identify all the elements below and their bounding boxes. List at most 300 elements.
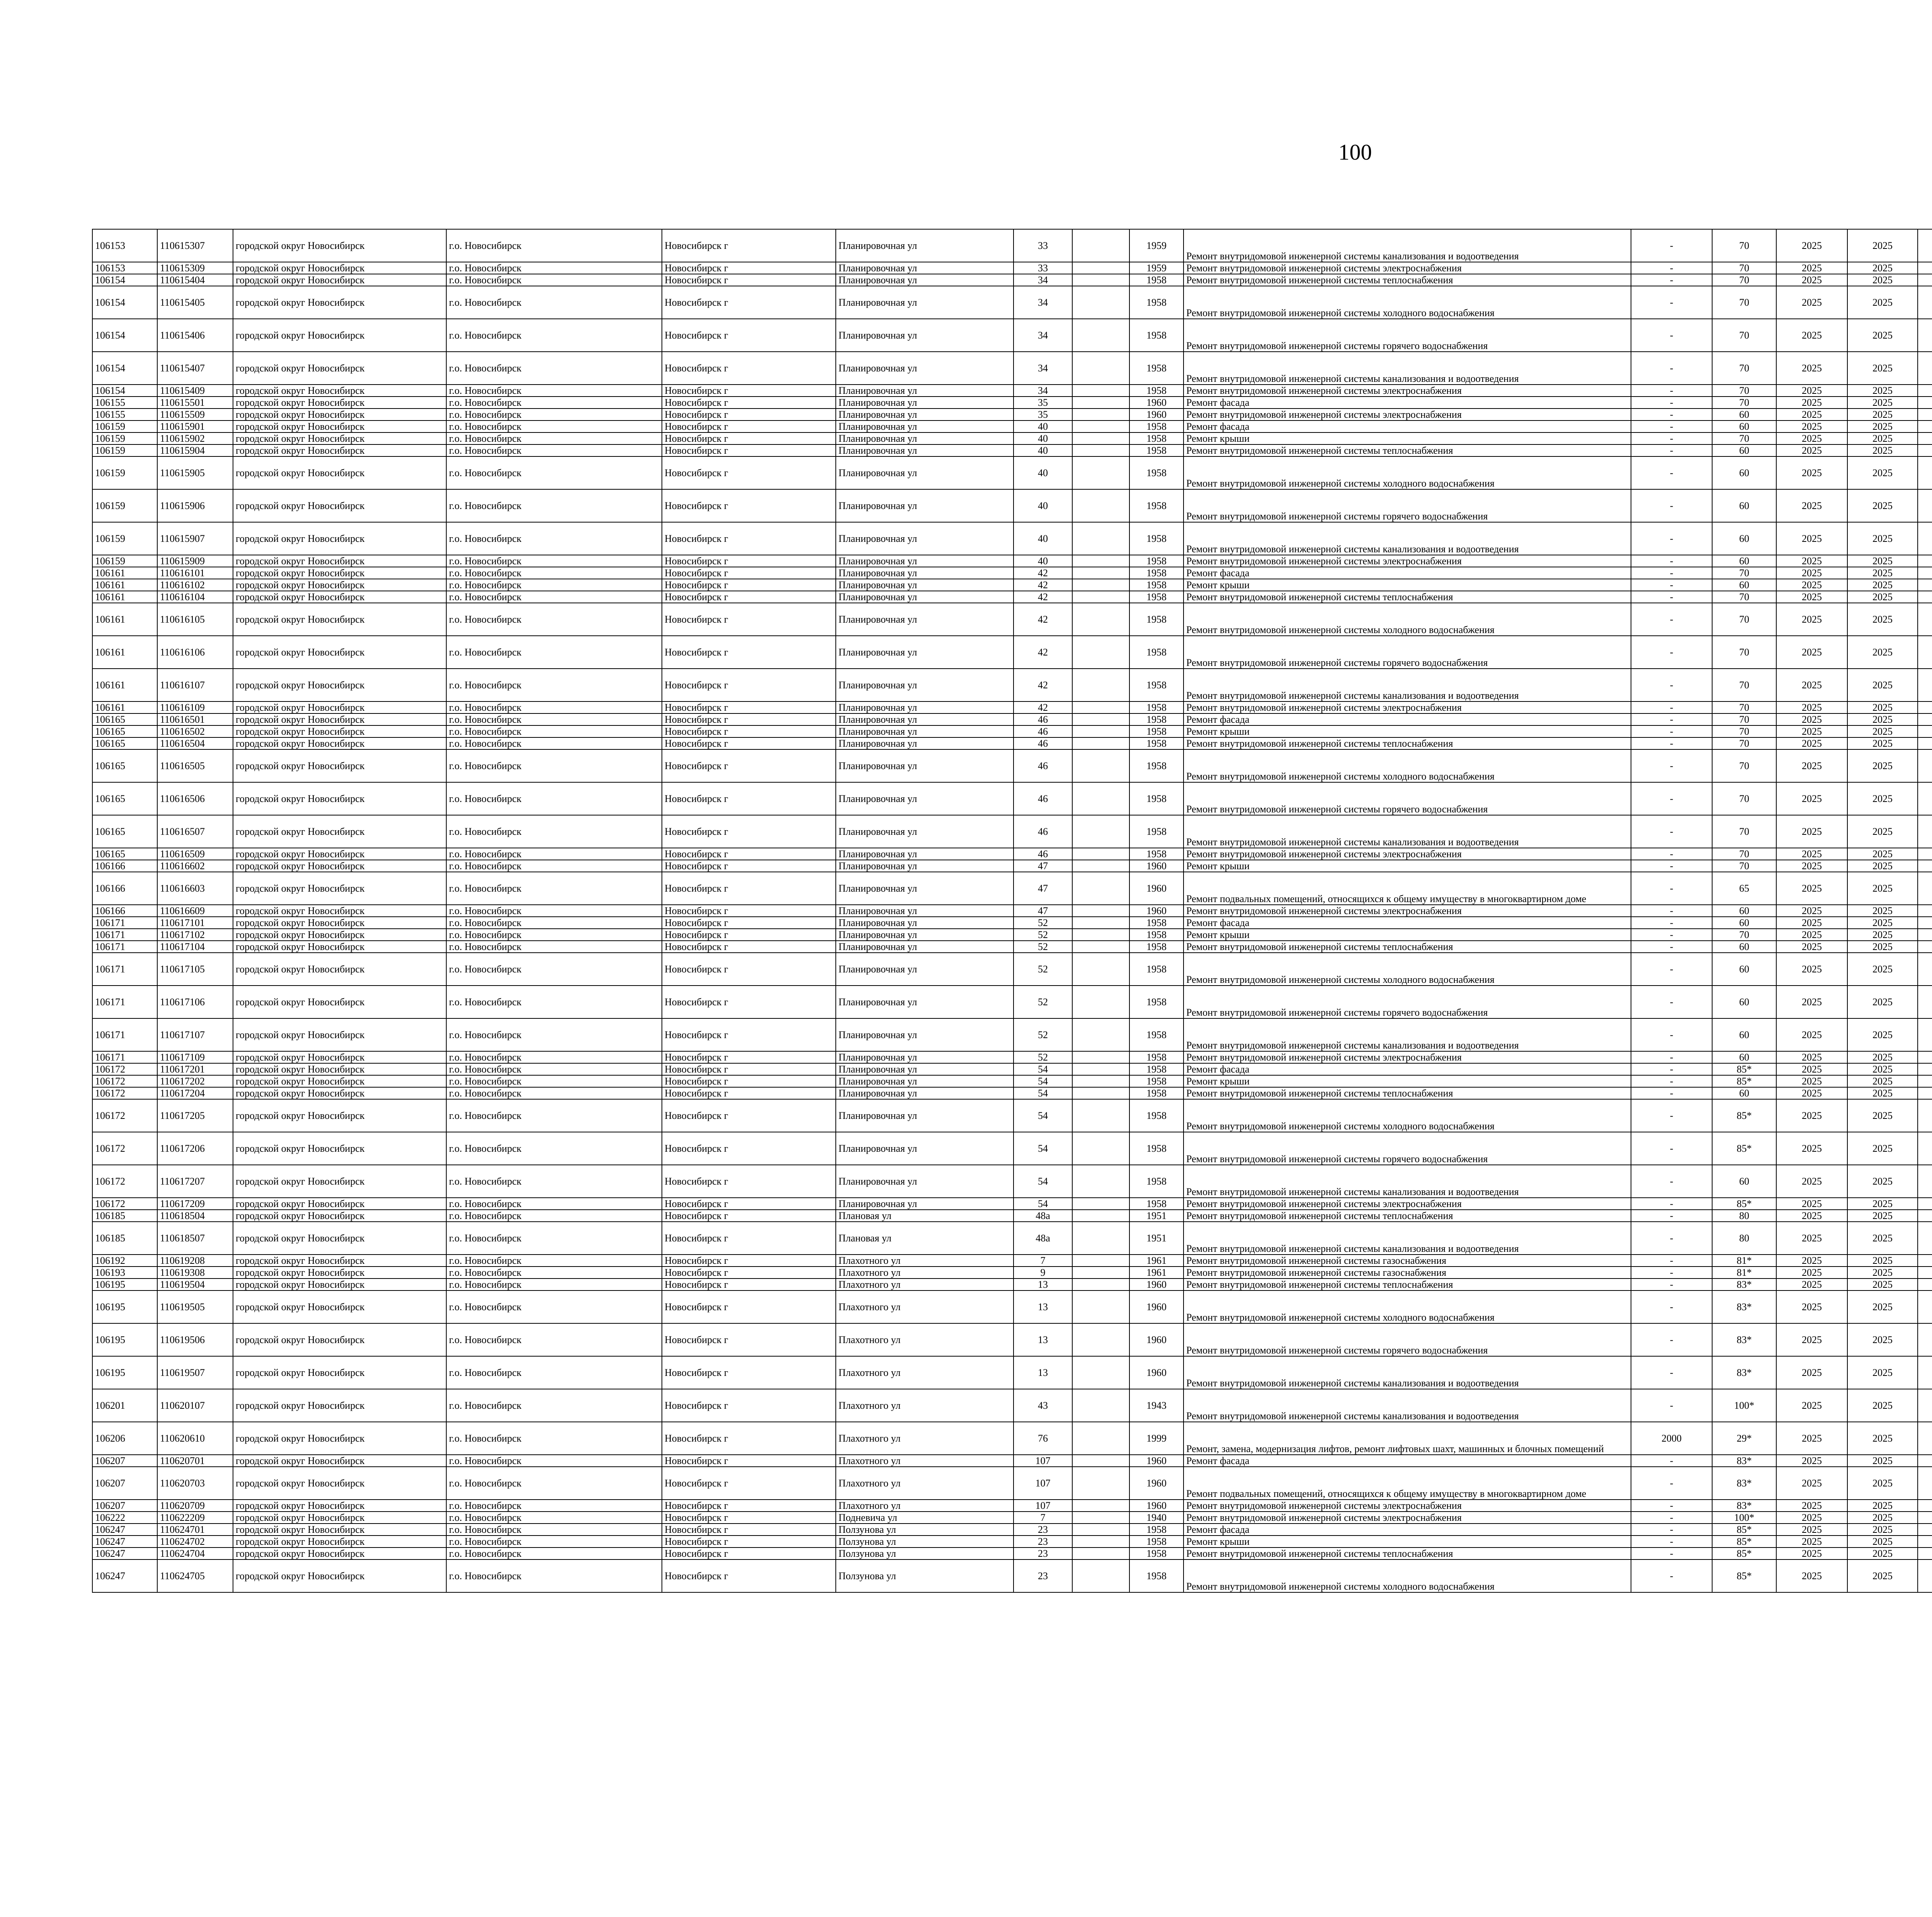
cell-house-number: 7 xyxy=(1014,1512,1072,1524)
cell-municipality: г.о. Новосибирск xyxy=(446,1222,662,1255)
cell-municipality: г.о. Новосибирск xyxy=(446,1210,662,1222)
cell-street: Планировочная ул xyxy=(836,1018,1014,1051)
cell-house-id: 106165 xyxy=(92,749,157,782)
cell-building xyxy=(1072,1018,1129,1051)
cell-wear: 83* xyxy=(1712,1356,1776,1389)
cell-cost-total xyxy=(1918,1467,1932,1500)
cell-settlement: Новосибирск г xyxy=(662,489,836,522)
cell-year-to: 2025 xyxy=(1847,713,1918,725)
cell-settlement: Новосибирск г xyxy=(662,1323,836,1356)
cell-wear: 60 xyxy=(1712,1018,1776,1051)
cell-house-number: 47 xyxy=(1014,905,1072,917)
table-row xyxy=(92,567,1932,579)
cell-work-code: 110615901 xyxy=(157,421,233,432)
cell-building xyxy=(1072,1536,1129,1548)
cell-cost-total xyxy=(1918,603,1932,636)
cell-building xyxy=(1072,986,1129,1018)
cell-extra: - xyxy=(1631,1548,1712,1559)
cell-cost-total xyxy=(1918,432,1932,444)
cell-extra: - xyxy=(1631,579,1712,591)
table-row xyxy=(92,1165,1932,1198)
cell-street: Планировочная ул xyxy=(836,421,1014,432)
cell-house-id: 106161 xyxy=(92,579,157,591)
cell-year-built: 1958 xyxy=(1129,385,1184,397)
cell-house-id: 106161 xyxy=(92,591,157,603)
cell-building xyxy=(1072,456,1129,489)
cell-work-type: Ремонт внутридомовой инженерной системы электроснабжения xyxy=(1184,1198,1631,1210)
cell-street: Планировочная ул xyxy=(836,860,1014,872)
cell-house-number: 34 xyxy=(1014,286,1072,319)
cell-year-to: 2025 xyxy=(1847,986,1918,1018)
cell-year-built: 1959 xyxy=(1129,262,1184,274)
cell-house-number: 40 xyxy=(1014,522,1072,555)
cell-municipality: г.о. Новосибирск xyxy=(446,385,662,397)
table-row xyxy=(92,725,1932,737)
cell-house-number: 52 xyxy=(1014,941,1072,953)
cell-work-type: Ремонт внутридомовой инженерной системы электроснабжения xyxy=(1184,409,1631,421)
cell-extra: - xyxy=(1631,872,1712,905)
cell-wear: 70 xyxy=(1712,669,1776,701)
cell-wear: 70 xyxy=(1712,567,1776,579)
table-row xyxy=(92,929,1932,941)
cell-year-to: 2025 xyxy=(1847,1323,1918,1356)
cell-extra: - xyxy=(1631,986,1712,1018)
cell-year-built: 1958 xyxy=(1129,1524,1184,1536)
cell-work-type: Ремонт внутридомовой инженерной системы холодного водоснабжения xyxy=(1184,456,1631,489)
cell-year-built: 1958 xyxy=(1129,986,1184,1018)
cell-cost-total xyxy=(1918,1255,1932,1267)
cell-settlement: Новосибирск г xyxy=(662,1512,836,1524)
table-row xyxy=(92,737,1932,749)
cell-settlement: Новосибирск г xyxy=(662,319,836,352)
cell-year-built: 1958 xyxy=(1129,1099,1184,1132)
cell-work-code: 110619308 xyxy=(157,1267,233,1279)
cell-street: Планировочная ул xyxy=(836,262,1014,274)
cell-street: Плахотного ул xyxy=(836,1267,1014,1279)
cell-year-from: 2025 xyxy=(1776,1018,1847,1051)
cell-street: Планировочная ул xyxy=(836,319,1014,352)
table-row xyxy=(92,319,1932,352)
cell-year-from: 2025 xyxy=(1776,1323,1847,1356)
cell-house-id: 106171 xyxy=(92,953,157,986)
cell-year-from: 2025 xyxy=(1776,815,1847,848)
cell-settlement: Новосибирск г xyxy=(662,1198,836,1210)
table-row xyxy=(92,1198,1932,1210)
cell-extra: - xyxy=(1631,1018,1712,1051)
cell-municipality: г.о. Новосибирск xyxy=(446,522,662,555)
cell-work-code: 110615501 xyxy=(157,397,233,409)
cell-settlement: Новосибирск г xyxy=(662,1099,836,1132)
cell-street: Плахотного ул xyxy=(836,1290,1014,1323)
cell-work-type: Ремонт внутридомовой инженерной системы электроснабжения xyxy=(1184,701,1631,713)
cell-work-code: 110616106 xyxy=(157,636,233,669)
cell-year-from: 2025 xyxy=(1776,385,1847,397)
cell-cost-total xyxy=(1918,782,1932,815)
cell-street: Планировочная ул xyxy=(836,953,1014,986)
cell-house-id: 106247 xyxy=(92,1524,157,1536)
cell-year-built: 1958 xyxy=(1129,444,1184,456)
table-row xyxy=(92,1132,1932,1165)
cell-building xyxy=(1072,905,1129,917)
cell-building xyxy=(1072,1087,1129,1099)
cell-district: городской округ Новосибирск xyxy=(233,1422,446,1455)
cell-cost-total xyxy=(1918,1524,1932,1536)
cell-district: городской округ Новосибирск xyxy=(233,669,446,701)
cell-municipality: г.о. Новосибирск xyxy=(446,815,662,848)
cell-house-number: 35 xyxy=(1014,409,1072,421)
cell-house-number: 54 xyxy=(1014,1099,1072,1132)
cell-year-to: 2025 xyxy=(1847,274,1918,286)
cell-work-type: Ремонт внутридомовой инженерной системы канализования и водоотведения xyxy=(1184,815,1631,848)
cell-building xyxy=(1072,432,1129,444)
cell-building xyxy=(1072,1210,1129,1222)
cell-year-from: 2025 xyxy=(1776,319,1847,352)
cell-street: Планировочная ул xyxy=(836,522,1014,555)
cell-district: городской округ Новосибирск xyxy=(233,749,446,782)
cell-street: Планировочная ул xyxy=(836,456,1014,489)
cell-cost-total xyxy=(1918,986,1932,1018)
cell-work-type: Ремонт внутридомовой инженерной системы холодного водоснабжения xyxy=(1184,1559,1631,1592)
cell-street: Планировочная ул xyxy=(836,567,1014,579)
cell-municipality: г.о. Новосибирск xyxy=(446,1087,662,1099)
cell-district: городской округ Новосибирск xyxy=(233,1222,446,1255)
cell-street: Планировочная ул xyxy=(836,385,1014,397)
cell-settlement: Новосибирск г xyxy=(662,522,836,555)
cell-work-code: 110615905 xyxy=(157,456,233,489)
cell-house-id: 106172 xyxy=(92,1087,157,1099)
cell-work-type: Ремонт внутридомовой инженерной системы горячего водоснабжения xyxy=(1184,1132,1631,1165)
table-row xyxy=(92,286,1932,319)
cell-year-built: 1958 xyxy=(1129,1548,1184,1559)
cell-municipality: г.о. Новосибирск xyxy=(446,953,662,986)
cell-year-built: 1951 xyxy=(1129,1210,1184,1222)
cell-street: Планировочная ул xyxy=(836,274,1014,286)
cell-year-to: 2025 xyxy=(1847,603,1918,636)
cell-year-built: 1951 xyxy=(1129,1222,1184,1255)
cell-year-from: 2025 xyxy=(1776,1222,1847,1255)
cell-year-built: 1960 xyxy=(1129,1279,1184,1290)
cell-house-id: 106195 xyxy=(92,1290,157,1323)
cell-settlement: Новосибирск г xyxy=(662,1455,836,1467)
table-row xyxy=(92,713,1932,725)
cell-house-id: 106161 xyxy=(92,669,157,701)
cell-building xyxy=(1072,409,1129,421)
table-row xyxy=(92,274,1932,286)
cell-wear: 70 xyxy=(1712,352,1776,385)
cell-extra: - xyxy=(1631,1559,1712,1592)
cell-district: городской округ Новосибирск xyxy=(233,1512,446,1524)
cell-year-to: 2025 xyxy=(1847,815,1918,848)
cell-wear: 70 xyxy=(1712,725,1776,737)
cell-work-code: 110615906 xyxy=(157,489,233,522)
cell-work-code: 110619507 xyxy=(157,1356,233,1389)
cell-house-number: 107 xyxy=(1014,1467,1072,1500)
cell-work-code: 110619505 xyxy=(157,1290,233,1323)
cell-house-number: 40 xyxy=(1014,456,1072,489)
cell-year-built: 1958 xyxy=(1129,701,1184,713)
cell-work-type: Ремонт внутридомовой инженерной системы холодного водоснабжения xyxy=(1184,1099,1631,1132)
cell-settlement: Новосибирск г xyxy=(662,1255,836,1267)
cell-year-from: 2025 xyxy=(1776,1356,1847,1389)
table-row xyxy=(92,986,1932,1018)
cell-year-to: 2025 xyxy=(1847,1500,1918,1512)
cell-cost-total xyxy=(1918,1132,1932,1165)
cell-house-id: 106159 xyxy=(92,432,157,444)
cell-municipality: г.о. Новосибирск xyxy=(446,1267,662,1279)
cell-wear: 60 xyxy=(1712,986,1776,1018)
page-number: 100 xyxy=(1338,140,1372,165)
cell-house-number: 43 xyxy=(1014,1389,1072,1422)
cell-district: городской округ Новосибирск xyxy=(233,1356,446,1389)
cell-building xyxy=(1072,1051,1129,1063)
cell-year-from: 2025 xyxy=(1776,941,1847,953)
cell-wear: 60 xyxy=(1712,409,1776,421)
cell-cost-total xyxy=(1918,262,1932,274)
table-row xyxy=(92,860,1932,872)
cell-municipality: г.о. Новосибирск xyxy=(446,603,662,636)
cell-municipality: г.о. Новосибирск xyxy=(446,1132,662,1165)
cell-municipality: г.о. Новосибирск xyxy=(446,555,662,567)
cell-house-id: 106195 xyxy=(92,1323,157,1356)
cell-work-type: Ремонт внутридомовой инженерной системы холодного водоснабжения xyxy=(1184,953,1631,986)
cell-municipality: г.о. Новосибирск xyxy=(446,941,662,953)
cell-year-from: 2025 xyxy=(1776,917,1847,929)
cell-district: городской округ Новосибирск xyxy=(233,1018,446,1051)
cell-extra: - xyxy=(1631,1467,1712,1500)
cell-year-from: 2025 xyxy=(1776,1290,1847,1323)
cell-district: городской округ Новосибирск xyxy=(233,848,446,860)
cell-year-from: 2025 xyxy=(1776,229,1847,262)
cell-extra: - xyxy=(1631,286,1712,319)
cell-house-number: 54 xyxy=(1014,1198,1072,1210)
cell-year-to: 2025 xyxy=(1847,1198,1918,1210)
cell-municipality: г.о. Новосибирск xyxy=(446,1536,662,1548)
cell-cost-total xyxy=(1918,872,1932,905)
cell-year-built: 1999 xyxy=(1129,1422,1184,1455)
table-row xyxy=(92,579,1932,591)
cell-house-number: 42 xyxy=(1014,603,1072,636)
table-row xyxy=(92,555,1932,567)
cell-wear: 60 xyxy=(1712,917,1776,929)
cell-house-id: 106159 xyxy=(92,421,157,432)
cell-municipality: г.о. Новосибирск xyxy=(446,1323,662,1356)
cell-street: Плановая ул xyxy=(836,1210,1014,1222)
cell-wear: 83* xyxy=(1712,1290,1776,1323)
cell-work-code: 110617206 xyxy=(157,1132,233,1165)
cell-cost-total xyxy=(1918,1222,1932,1255)
cell-wear: 100* xyxy=(1712,1389,1776,1422)
cell-municipality: г.о. Новосибирск xyxy=(446,432,662,444)
cell-house-number: 48а xyxy=(1014,1222,1072,1255)
cell-year-built: 1960 xyxy=(1129,1323,1184,1356)
cell-cost-total xyxy=(1918,1018,1932,1051)
table-row xyxy=(92,1559,1932,1592)
cell-work-type: Ремонт внутридомовой инженерной системы электроснабжения xyxy=(1184,262,1631,274)
cell-year-from: 2025 xyxy=(1776,953,1847,986)
cell-house-number: 40 xyxy=(1014,555,1072,567)
cell-house-number: 34 xyxy=(1014,352,1072,385)
cell-extra: - xyxy=(1631,1290,1712,1323)
cell-district: городской округ Новосибирск xyxy=(233,941,446,953)
cell-house-number: 23 xyxy=(1014,1559,1072,1592)
cell-district: городской округ Новосибирск xyxy=(233,522,446,555)
cell-wear: 60 xyxy=(1712,555,1776,567)
table-row xyxy=(92,352,1932,385)
cell-year-built: 1958 xyxy=(1129,456,1184,489)
cell-cost-total xyxy=(1918,1099,1932,1132)
cell-year-built: 1958 xyxy=(1129,749,1184,782)
cell-district: городской округ Новосибирск xyxy=(233,489,446,522)
cell-year-from: 2025 xyxy=(1776,456,1847,489)
cell-house-number: 13 xyxy=(1014,1290,1072,1323)
cell-building xyxy=(1072,701,1129,713)
cell-house-id: 106247 xyxy=(92,1548,157,1559)
cell-house-number: 42 xyxy=(1014,579,1072,591)
cell-year-from: 2025 xyxy=(1776,1536,1847,1548)
cell-municipality: г.о. Новосибирск xyxy=(446,397,662,409)
cell-cost-total xyxy=(1918,1356,1932,1389)
cell-work-code: 110615309 xyxy=(157,262,233,274)
cell-municipality: г.о. Новосибирск xyxy=(446,1512,662,1524)
cell-work-code: 110616609 xyxy=(157,905,233,917)
cell-house-id: 106172 xyxy=(92,1132,157,1165)
cell-house-id: 106165 xyxy=(92,848,157,860)
cell-work-type: Ремонт крыши xyxy=(1184,1536,1631,1548)
cell-work-type: Ремонт внутридомовой инженерной системы горячего водоснабжения xyxy=(1184,782,1631,815)
cell-settlement: Новосибирск г xyxy=(662,1422,836,1455)
cell-work-type: Ремонт внутридомовой инженерной системы канализования и водоотведения xyxy=(1184,669,1631,701)
cell-year-from: 2025 xyxy=(1776,1210,1847,1222)
cell-house-id: 106166 xyxy=(92,860,157,872)
cell-extra: - xyxy=(1631,1222,1712,1255)
cell-house-id: 106247 xyxy=(92,1536,157,1548)
cell-house-id: 106165 xyxy=(92,815,157,848)
cell-work-type: Ремонт внутридомовой инженерной системы теплоснабжения xyxy=(1184,444,1631,456)
cell-house-id: 106247 xyxy=(92,1559,157,1592)
cell-district: городской округ Новосибирск xyxy=(233,815,446,848)
cell-work-type: Ремонт внутридомовой инженерной системы канализования и водоотведения xyxy=(1184,352,1631,385)
cell-house-id: 106165 xyxy=(92,725,157,737)
cell-year-from: 2025 xyxy=(1776,286,1847,319)
cell-cost-total xyxy=(1918,555,1932,567)
cell-year-built: 1943 xyxy=(1129,1389,1184,1422)
cell-district: городской округ Новосибирск xyxy=(233,229,446,262)
cell-house-id: 106154 xyxy=(92,286,157,319)
cell-district: городской округ Новосибирск xyxy=(233,421,446,432)
cell-settlement: Новосибирск г xyxy=(662,1356,836,1389)
cell-cost-total xyxy=(1918,274,1932,286)
cell-year-built: 1958 xyxy=(1129,555,1184,567)
cell-work-type: Ремонт внутридомовой инженерной системы теплоснабжения xyxy=(1184,1210,1631,1222)
cell-street: Ползунова ул xyxy=(836,1559,1014,1592)
cell-building xyxy=(1072,782,1129,815)
cell-house-number: 33 xyxy=(1014,229,1072,262)
cell-year-from: 2025 xyxy=(1776,579,1847,591)
cell-building xyxy=(1072,1548,1129,1559)
cell-year-from: 2025 xyxy=(1776,669,1847,701)
table-row xyxy=(92,749,1932,782)
cell-building xyxy=(1072,1198,1129,1210)
cell-street: Планировочная ул xyxy=(836,782,1014,815)
cell-municipality: г.о. Новосибирск xyxy=(446,1356,662,1389)
cell-building xyxy=(1072,1389,1129,1422)
cell-settlement: Новосибирск г xyxy=(662,701,836,713)
table-row xyxy=(92,385,1932,397)
cell-year-built: 1958 xyxy=(1129,421,1184,432)
cell-year-built: 1958 xyxy=(1129,929,1184,941)
cell-municipality: г.о. Новосибирск xyxy=(446,1500,662,1512)
cell-year-built: 1960 xyxy=(1129,1290,1184,1323)
cell-street: Планировочная ул xyxy=(836,603,1014,636)
cell-work-code: 110616506 xyxy=(157,782,233,815)
cell-house-number: 13 xyxy=(1014,1323,1072,1356)
cell-work-type: Ремонт внутридомовой инженерной системы холодного водоснабжения xyxy=(1184,603,1631,636)
cell-cost-total xyxy=(1918,444,1932,456)
cell-house-id: 106159 xyxy=(92,555,157,567)
cell-municipality: г.о. Новосибирск xyxy=(446,1018,662,1051)
cell-extra: - xyxy=(1631,701,1712,713)
cell-district: городской округ Новосибирск xyxy=(233,725,446,737)
cell-municipality: г.о. Новосибирск xyxy=(446,636,662,669)
cell-house-id: 106154 xyxy=(92,319,157,352)
cell-year-to: 2025 xyxy=(1847,352,1918,385)
cell-work-type: Ремонт внутридомовой инженерной системы теплоснабжения xyxy=(1184,737,1631,749)
cell-wear: 70 xyxy=(1712,782,1776,815)
cell-house-id: 106166 xyxy=(92,872,157,905)
cell-extra: - xyxy=(1631,1087,1712,1099)
table-row xyxy=(92,522,1932,555)
cell-house-id: 106207 xyxy=(92,1455,157,1467)
cell-extra: - xyxy=(1631,941,1712,953)
cell-settlement: Новосибирск г xyxy=(662,782,836,815)
cell-year-built: 1960 xyxy=(1129,860,1184,872)
cell-year-built: 1958 xyxy=(1129,713,1184,725)
cell-municipality: г.о. Новосибирск xyxy=(446,701,662,713)
cell-work-type: Ремонт внутридомовой инженерной системы теплоснабжения xyxy=(1184,1548,1631,1559)
cell-work-type: Ремонт внутридомовой инженерной системы электроснабжения xyxy=(1184,905,1631,917)
cell-wear: 85* xyxy=(1712,1524,1776,1536)
cell-district: городской округ Новосибирск xyxy=(233,782,446,815)
cell-year-built: 1961 xyxy=(1129,1267,1184,1279)
cell-house-id: 106206 xyxy=(92,1422,157,1455)
table-row xyxy=(92,1051,1932,1063)
cell-street: Плахотного ул xyxy=(836,1255,1014,1267)
cell-work-code: 110624702 xyxy=(157,1536,233,1548)
cell-settlement: Новосибирск г xyxy=(662,1279,836,1290)
table-row xyxy=(92,432,1932,444)
cell-house-number: 76 xyxy=(1014,1422,1072,1455)
cell-work-code: 110617205 xyxy=(157,1099,233,1132)
cell-building xyxy=(1072,749,1129,782)
cell-cost-total xyxy=(1918,1548,1932,1559)
cell-cost-total xyxy=(1918,421,1932,432)
cell-year-built: 1958 xyxy=(1129,941,1184,953)
cell-extra: - xyxy=(1631,409,1712,421)
cell-district: городской округ Новосибирск xyxy=(233,1255,446,1267)
cell-house-number: 42 xyxy=(1014,567,1072,579)
cell-municipality: г.о. Новосибирск xyxy=(446,421,662,432)
cell-house-id: 106161 xyxy=(92,636,157,669)
cell-year-built: 1961 xyxy=(1129,1255,1184,1267)
cell-work-type: Ремонт внутридомовой инженерной системы холодного водоснабжения xyxy=(1184,286,1631,319)
cell-work-code: 110616603 xyxy=(157,872,233,905)
cell-extra: - xyxy=(1631,603,1712,636)
cell-building xyxy=(1072,555,1129,567)
cell-building xyxy=(1072,669,1129,701)
cell-work-code: 110616107 xyxy=(157,669,233,701)
cell-municipality: г.о. Новосибирск xyxy=(446,1099,662,1132)
cell-work-type: Ремонт внутридомовой инженерной системы канализования и водоотведения xyxy=(1184,1356,1631,1389)
